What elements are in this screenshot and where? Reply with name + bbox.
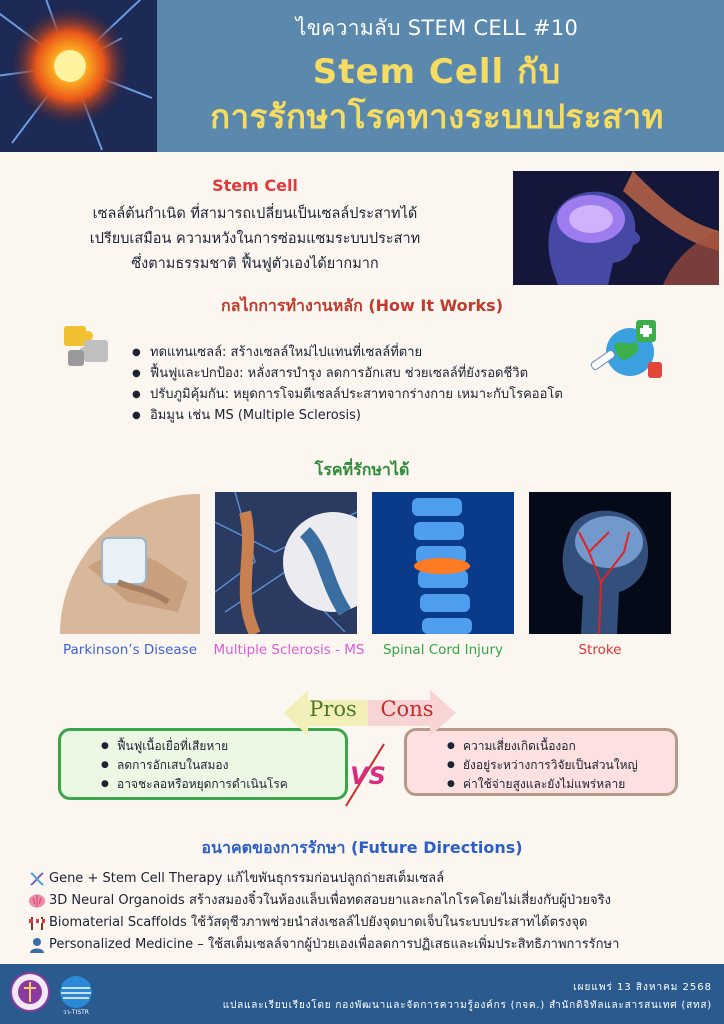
pros-box — [58, 728, 348, 800]
tistr-logo-text: วว-TISTR — [63, 1009, 89, 1016]
list-item — [28, 934, 708, 956]
ministry-logo — [10, 972, 50, 1012]
brain-icon — [28, 893, 46, 909]
pro-item: ● อาจชะลอหรือหยุดการดำเนินโรค — [101, 775, 288, 794]
brain-head-image — [513, 171, 719, 285]
cons-box — [404, 728, 678, 796]
future-item-text: Personalized Medicine – ใช้สเต็มเซลล์จากผู้ป่วยเองเพื่อลดการปฏิเสธและเพิ่มประสิทธิภาพการรักษา — [49, 937, 620, 952]
pro-item: ● ฟื้นฟูเนื้อเยื่อที่เสียหาย — [101, 737, 288, 756]
pro-item: ● ลดการอักเสบในสมอง — [101, 756, 288, 775]
disease-label: Multiple Sclerosis - MS — [213, 642, 365, 658]
publish-date: เผยแพร่ 13 สิงหาคม 2568 — [573, 982, 712, 993]
how-it-works-list — [130, 342, 610, 426]
list-item: ● ปรับภูมิคุ้มกัน: หยุดการโจมตีเซลล์ประสาทจากร่างกาย เหมาะกับโรคออโต — [130, 384, 610, 405]
diseases-heading: โรคที่รักษาได้ — [314, 460, 410, 479]
stroke-image — [529, 492, 671, 634]
disease-label: Parkinson’s Disease — [62, 642, 198, 658]
neuron-illustration — [0, 0, 157, 152]
list-item — [28, 912, 708, 934]
con-item: ● ยังอยู่ระหว่างการวิจัยเป็นส่วนใหญ่ — [447, 756, 638, 775]
intro-line: เซลล์ต้นกำเนิด ที่สามารถเปลี่ยนเป็นเซลล์ประสาทได้ — [92, 206, 418, 222]
parkinsons-image — [58, 492, 200, 634]
spinal-cord-image — [372, 492, 514, 634]
pros-label: Pros — [309, 697, 357, 721]
page-title-line1: Stem Cell กับ — [312, 52, 562, 92]
puzzle-icon — [58, 318, 118, 374]
series-kicker: ไขความลับ STEM CELL #10 — [295, 16, 579, 40]
future-list — [28, 868, 708, 956]
person-icon — [28, 937, 46, 953]
future-heading: อนาคตของการรักษา (Future Directions) — [201, 838, 523, 857]
intro-line: ซึ่งตามธรรมชาติ ฟื้นฟูตัวเองได้ยากมาก — [131, 256, 379, 272]
con-item: ● ค่าใช้จ่ายสูงและยังไม่แพร่หลาย — [447, 775, 638, 794]
dna-icon — [28, 871, 46, 887]
multiple-sclerosis-image — [215, 492, 357, 634]
disease-label: Stroke — [578, 642, 622, 658]
credit-text: แปลและเรียบเรียงโดย กองพัฒนาและจัดการความรู้องค์กร (กจค.) สำนักดิจิทัลและสารสนเทศ (สทส) — [222, 1000, 712, 1011]
vs-label: VS — [350, 762, 386, 790]
list-item — [28, 890, 708, 912]
intro-text — [38, 202, 472, 277]
construction-icon — [28, 915, 46, 931]
list-item: ● ฟื้นฟูและปกป้อง: หลั่งสารบำรุง ลดการอักเสบ ช่วยเซลล์ที่ยังรอดชีวิต — [130, 363, 610, 384]
how-it-works-heading: กลไกการทำงานหลัก (How It Works) — [220, 296, 504, 315]
page-title-line2: การรักษาโรคทางระบบประสาท — [210, 97, 664, 136]
cons-label: Cons — [380, 697, 434, 721]
intro-line: เปรียบเสมือน ความหวังในการซ่อมแซมระบบประสาท — [89, 231, 421, 247]
con-item: ● ความเสี่ยงเกิดเนื้องอก — [447, 737, 638, 756]
tistr-logo — [54, 972, 98, 1016]
cons-list — [447, 737, 638, 794]
future-item-text: Gene + Stem Cell Therapy แก้ไขพันธุกรรมก่อนปลูกถ่ายสเต็มเซลล์ — [49, 871, 445, 886]
header-banner — [0, 0, 724, 152]
pros-list — [101, 737, 288, 794]
list-item: ● ทดแทนเซลล์: สร้างเซลล์ใหม่ไปแทนที่เซลล์ที่ตาย — [130, 342, 610, 363]
future-item-text: 3D Neural Organoids สร้างสมองจิ๋วในห้องแล็บเพื่อทดสอบยาและกลไกโรคโดยไม่เสี่ยงกับผู้ป่วยจริง — [49, 893, 611, 908]
list-item-continuation: ● อิมมูน เช่น MS (Multiple Sclerosis) — [130, 405, 610, 426]
versus-icon — [338, 740, 398, 810]
list-item — [28, 868, 708, 890]
future-item-text: Biomaterial Scaffolds ใช้วัสดุชีวภาพช่วยนำส่งเซลล์ไปยังจุดบาดเจ็บในระบบประสาทได้ตรงจุด — [49, 915, 588, 930]
intro-heading: Stem Cell — [212, 176, 298, 195]
disease-label: Spinal Cord Injury — [382, 642, 503, 658]
